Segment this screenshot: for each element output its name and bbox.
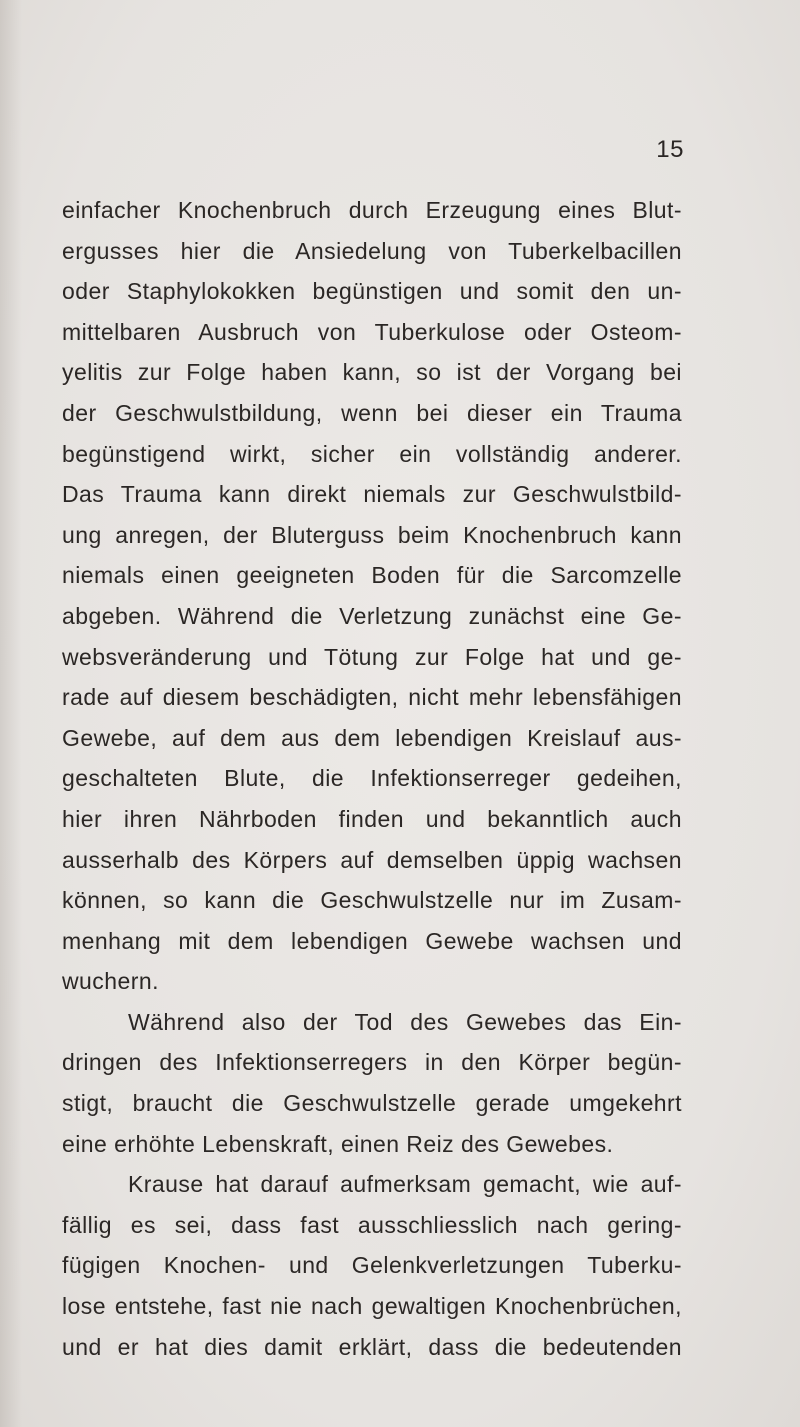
text-line: ausserhalb des Körpers auf demselben üppig wachsen [62,846,682,873]
text-line: oder Staphylokokken begünstigen und somit den un- [62,278,682,305]
text-line: können, so kann die Geschwulstzelle nur im Zusam- [62,887,682,914]
text-line: dringen des Infektionserregers in den Körper begün- [62,1049,682,1076]
text-line: Gewebe, auf dem aus dem lebendigen Kreislauf aus- [62,724,682,751]
body-text [62,190,682,1367]
text-line: ergusses hier die Ansiedelung von Tuberkelbacillen [62,237,682,264]
page-number: 15 [656,136,684,163]
text-line: der Geschwulstbildung, wenn bei dieser ein Trauma [62,399,682,426]
text-line: niemals einen geeigneten Boden für die Sarcomzelle [62,562,682,589]
text-line: rade auf diesem beschädigten, nicht mehr lebensfähigen [62,684,682,711]
text-line: Krause hat darauf aufmerksam gemacht, wie auf- [128,1171,682,1198]
text-line: hier ihren Nährboden finden und bekanntlich auch [62,805,682,832]
text-line: eine erhöhte Lebenskraft, einen Reiz des Gewebes. [62,1130,614,1157]
text-line: websveränderung und Tötung zur Folge hat und ge- [62,643,682,670]
text-line: fällig es sei, dass fast ausschliesslich nach gering- [62,1211,682,1238]
text-line: lose entstehe, fast nie nach gewaltigen Knochenbrüchen, [62,1293,682,1320]
text-line: stigt, braucht die Geschwulstzelle gerade umgekehrt [62,1090,682,1117]
text-line: wuchern. [62,968,159,995]
text-line: ung anregen, der Bluterguss beim Knochenbruch kann [62,521,682,548]
text-line: mittelbaren Ausbruch von Tuberkulose oder Osteom- [62,318,682,345]
text-line: geschalteten Blute, die Infektionserreger gedeihen, [62,765,682,792]
text-line: menhang mit dem lebendigen Gewebe wachsen und [62,927,682,954]
spine-shadow [0,0,22,1427]
text-line: einfacher Knochenbruch durch Erzeugung eines Blut- [62,197,682,223]
text-line: yelitis zur Folge haben kann, so ist der Vorgang bei [62,359,682,386]
text-line: abgeben. Während die Verletzung zunächst eine Ge- [62,602,682,629]
text-line: Während also der Tod des Gewebes das Ein- [128,1008,682,1035]
text-line: begünstigend wirkt, sicher ein vollständig anderer. [62,440,682,467]
text-line: und er hat dies damit erklärt, dass die bedeutenden [62,1333,682,1360]
text-line: Das Trauma kann direkt niemals zur Geschwulstbild- [62,481,682,508]
text-line: fügigen Knochen- und Gelenkverletzungen Tuberku- [62,1252,682,1279]
